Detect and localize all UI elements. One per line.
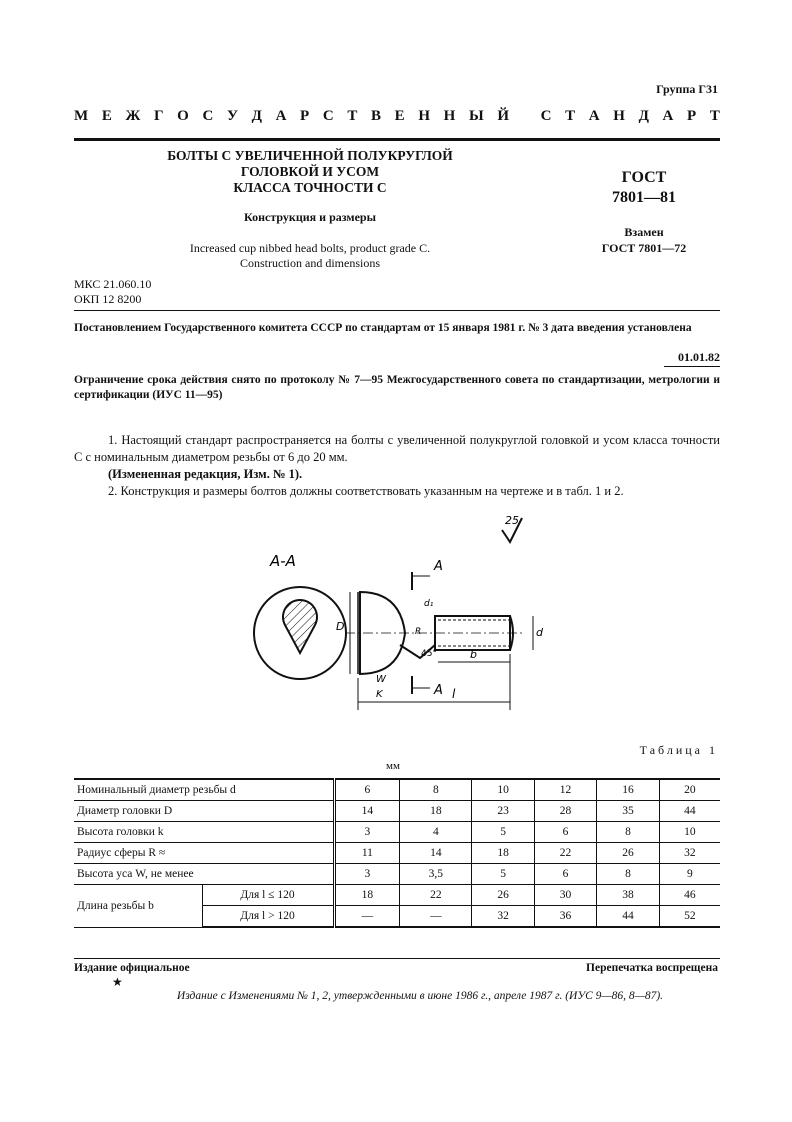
heading-letter: Т	[565, 108, 576, 124]
heading-letter: А	[588, 108, 600, 124]
official-edition: Издание официальное	[74, 962, 190, 974]
table-row	[74, 864, 720, 885]
table-cell: 38	[597, 885, 659, 906]
table-title: Таблица 1	[639, 743, 718, 757]
table-cell: 8	[400, 779, 472, 801]
table-cell: 36	[534, 906, 596, 928]
table-cell: 23	[472, 801, 534, 822]
gost-label: ГОСТ	[621, 169, 667, 186]
reprint-notice: Перепечатка воспрещена	[586, 962, 718, 974]
label-b: b	[470, 648, 477, 661]
table-units: мм	[386, 760, 400, 772]
interstate-standard-heading	[74, 108, 720, 125]
row-label: Высота головки k	[74, 822, 334, 843]
group-code: Группа Г31	[656, 82, 718, 96]
condition-cell: Для l > 120	[202, 906, 334, 928]
table-cell: 18	[334, 885, 400, 906]
clause-2: 2. Конструкция и размеры болтов должны соответствовать указанным на чертеже и в табл. 1 и 2.	[108, 484, 624, 498]
label-d-head: D	[336, 620, 345, 633]
table-cell: 46	[659, 885, 720, 906]
cut-label-bottom: А	[434, 683, 443, 698]
heading-rule	[74, 138, 720, 141]
row-label: Номинальный диаметр резьбы d	[74, 779, 334, 801]
table-cell: 9	[659, 864, 720, 885]
heading-letter: Й	[497, 108, 509, 124]
mks-code: МКС 21.060.10	[74, 277, 152, 291]
footer-rule	[74, 958, 720, 959]
heading-letter: Т	[709, 108, 720, 124]
title-en-line: Construction and dimensions	[240, 256, 380, 270]
table-cell: 20	[659, 779, 720, 801]
table-cell: —	[400, 906, 472, 928]
table-cell: 35	[597, 801, 659, 822]
table-cell: 6	[534, 822, 596, 843]
table-cell: 10	[659, 822, 720, 843]
title-en	[110, 241, 510, 271]
heading-letter: Р	[687, 108, 697, 124]
replace-label: Взамен	[624, 225, 664, 239]
heading-letter: А	[662, 108, 674, 124]
heading-letter: Д	[638, 108, 649, 124]
gost-block	[574, 168, 714, 256]
heading-letter: Ы	[468, 108, 484, 124]
heading-letter: А	[275, 108, 287, 124]
heading-letter: Г	[153, 108, 164, 124]
table-cell: 8	[597, 822, 659, 843]
section-label: А-А	[270, 552, 296, 570]
heading-letter: Т	[347, 108, 358, 124]
table-cell: 32	[659, 843, 720, 864]
label-w: W	[376, 674, 386, 685]
table-cell: 3	[334, 822, 400, 843]
table-cell: 14	[334, 801, 400, 822]
heading-letter: У	[226, 108, 238, 124]
classification-codes	[74, 277, 151, 307]
heading-letter: Е	[394, 108, 405, 124]
heading-letter: О	[177, 108, 189, 124]
table-cell: 22	[400, 885, 472, 906]
heading-letter: Р	[300, 108, 310, 124]
table-cell: 8	[597, 864, 659, 885]
label-l: l	[452, 687, 456, 701]
heading-letter: Ж	[125, 108, 141, 124]
heading-letter: С	[202, 108, 214, 124]
date-underline	[664, 366, 720, 367]
heading-letter: С	[322, 108, 334, 124]
table-cell: 26	[472, 885, 534, 906]
heading-letter: Н	[443, 108, 456, 124]
clause-1-note: (Измененная редакция, Изм. № 1).	[108, 467, 303, 481]
table-cell: 16	[597, 779, 659, 801]
table-cell: 12	[534, 779, 596, 801]
okp-code: ОКП 12 8200	[74, 292, 142, 306]
title-en-line: Increased cup nibbed head bolts, product grade C.	[189, 241, 431, 255]
decree-text: Постановлением Государственного комитета СССР по стандартам от 15 января 1981 г. № 3 дата введения установлена	[74, 322, 692, 334]
table-cell: 3	[334, 864, 400, 885]
limitation-text: Ограничение срока действия снято по протоколу № 7—95 Межгосударственного совета по стандартизации, метрологии и сертификации (ИУС 11—95)	[74, 374, 720, 401]
bolt-drawing	[240, 510, 560, 720]
table-cell: 18	[472, 843, 534, 864]
table-cell: —	[334, 906, 400, 928]
title-ru-line: КЛАССА ТОЧНОСТИ С	[233, 180, 387, 195]
title-block	[110, 148, 510, 271]
condition-cell: Для l ≤ 120	[202, 885, 334, 906]
heading-letter: Н	[613, 108, 625, 124]
table-cell: 22	[534, 843, 596, 864]
decree-date: 01.01.82	[678, 350, 720, 364]
thread-length-label: Длина резьбы b	[74, 885, 202, 928]
table-cell: 3,5	[400, 864, 472, 885]
table-cell: 44	[597, 906, 659, 928]
heading-letter: С	[540, 108, 552, 124]
table-cell: 11	[334, 843, 400, 864]
table-cell: 6	[534, 864, 596, 885]
cut-label-top: А	[434, 559, 443, 574]
table-cell: 18	[400, 801, 472, 822]
label-d-thread: d	[536, 626, 543, 639]
label-r: R	[415, 627, 422, 637]
table-cell: 14	[400, 843, 472, 864]
label-k: K	[376, 689, 383, 700]
edition-note: Издание с Изменениями № 1, 2, утвержденными в июне 1986 г., апреле 1987 г. (ИУС 9—86, 8—87).	[176, 990, 664, 1002]
label-angle: 45°	[421, 649, 437, 659]
heading-letter: В	[371, 108, 382, 124]
heading-letter: Н	[418, 108, 430, 124]
table-cell: 30	[534, 885, 596, 906]
clause-1: 1. Настоящий стандарт распространяется на болты с увеличенной полукруглой головкой и усом класса точности С с номинальным диаметром резьбы от 6 до 20 мм.	[74, 433, 720, 464]
roughness-value: 25	[505, 514, 519, 527]
title-ru	[110, 148, 510, 196]
table-cell: 10	[472, 779, 534, 801]
table-cell: 5	[472, 822, 534, 843]
table-row	[74, 779, 720, 801]
heading-letter: Д	[251, 108, 262, 124]
subtitle-ru: Конструкция и размеры	[244, 210, 376, 224]
heading-letter: М	[74, 108, 89, 124]
row-label: Радиус сферы R ≈	[74, 843, 334, 864]
table-cell: 26	[597, 843, 659, 864]
title-ru-line: ГОЛОВКОЙ И УСОМ	[240, 164, 380, 179]
table-cell: 5	[472, 864, 534, 885]
table-cell: 28	[534, 801, 596, 822]
table-row	[74, 885, 720, 906]
heading-letter: Е	[101, 108, 112, 124]
row-label: Высота уса W, не менее	[74, 864, 334, 885]
table-row	[74, 801, 720, 822]
codes-rule	[74, 310, 720, 311]
replace-number: ГОСТ 7801—72	[601, 241, 687, 255]
table-cell: 4	[400, 822, 472, 843]
gost-number: 7801—81	[612, 189, 676, 206]
table-cell: 52	[659, 906, 720, 928]
dimensions-table	[74, 778, 720, 928]
label-d1: d₁	[424, 599, 434, 609]
table-row	[74, 822, 720, 843]
table-cell: 44	[659, 801, 720, 822]
section-shank	[283, 600, 317, 653]
star-mark: ★	[112, 975, 123, 989]
table-row	[74, 843, 720, 864]
table-cell: 32	[472, 906, 534, 928]
table-cell: 6	[334, 779, 400, 801]
row-label: Диаметр головки D	[74, 801, 334, 822]
title-ru-line: БОЛТЫ С УВЕЛИЧЕННОЙ ПОЛУКРУГЛОЙ	[167, 148, 453, 163]
